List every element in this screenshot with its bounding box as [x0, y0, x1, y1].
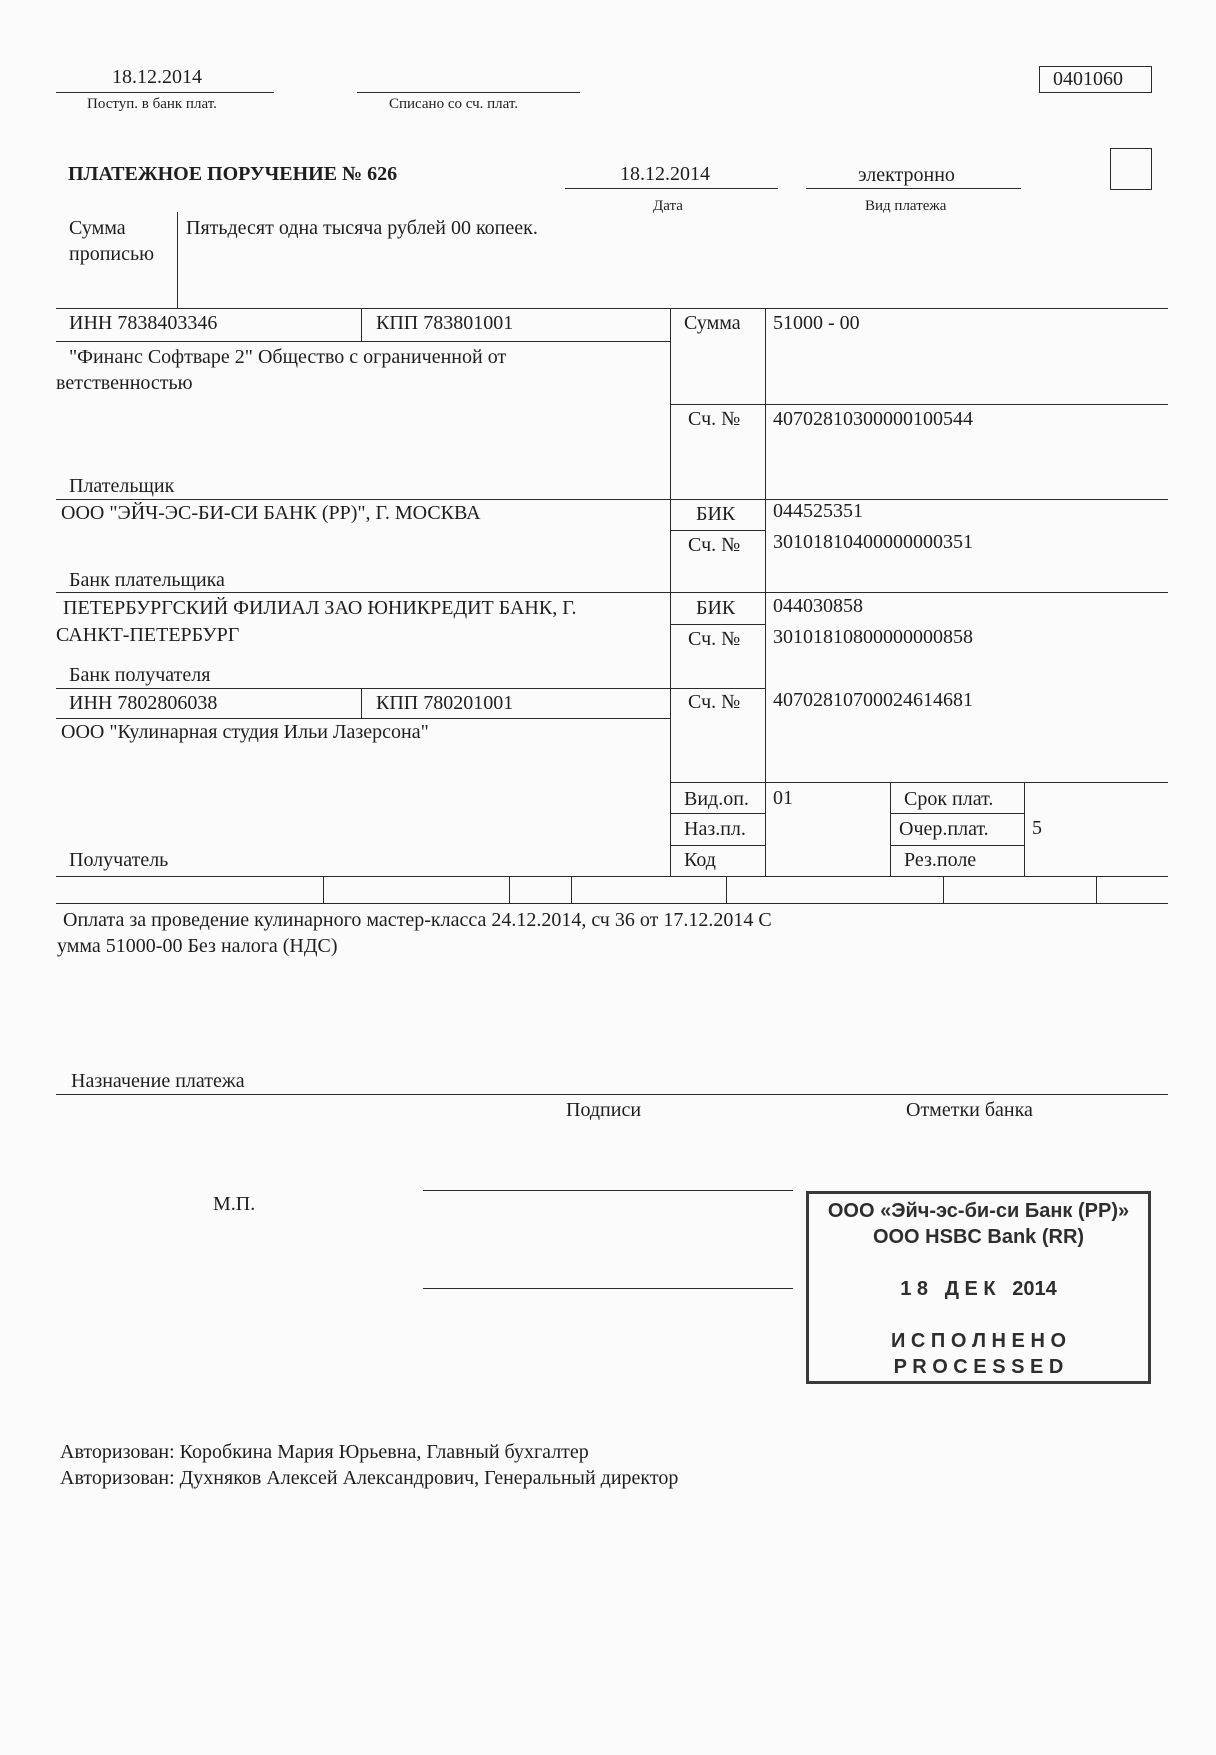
payee-bank-label: Банк получателя — [69, 664, 211, 686]
payer-bank-acc-label: Сч. № — [688, 534, 741, 556]
ocher-label: Очер.плат. — [899, 818, 989, 840]
purpose-line1: Оплата за проведение кулинарного мастер-класса 24.12.2014, сч 36 от 17.12.2014 С — [63, 909, 772, 931]
signature-line-2 — [423, 1288, 793, 1289]
signature-line-1 — [423, 1190, 793, 1191]
amount-label: Сумма — [684, 312, 741, 334]
debited-label: Списано со сч. плат. — [389, 96, 519, 112]
payee-bank-acc-label: Сч. № — [688, 628, 741, 650]
received-label: Поступ. в банк плат. — [87, 96, 217, 112]
form-code: 0401060 — [1053, 68, 1123, 90]
payee-label: Получатель — [69, 849, 169, 871]
payer-inn: ИНН 7838403346 — [69, 312, 218, 334]
document-date-label: Дата — [653, 198, 683, 214]
payee-account-label: Сч. № — [688, 691, 741, 713]
bank-marks-label: Отметки банка — [906, 1099, 1033, 1121]
payee-bank-bik: 044030858 — [773, 595, 863, 617]
payee-bank-name-line1: ПЕТЕРБУРГСКИЙ ФИЛИАЛ ЗАО ЮНИКРЕДИТ БАНК, Г. — [63, 597, 577, 619]
amount-words-label-2: прописью — [69, 243, 155, 265]
payment-type: электронно — [858, 164, 955, 186]
payer-bank-acc: 30101810400000000351 — [773, 531, 973, 553]
payer-kpp: КПП 783801001 — [376, 312, 514, 334]
stamp-bank-name-en: ООО HSBC Bank (RR) — [872, 1226, 1085, 1248]
srok-label: Срок плат. — [904, 788, 994, 810]
stamp-date: 1 8 Д Е К 2014 — [900, 1278, 1057, 1300]
payer-bank-label: Банк плательщика — [69, 569, 225, 591]
authorization-line: Авторизован: Коробкина Мария Юрьевна, Главный бухгалтер — [60, 1441, 589, 1463]
stamp-place-label: М.П. — [213, 1193, 256, 1215]
rez-label: Рез.поле — [904, 849, 977, 871]
empty-checkbox — [1110, 148, 1152, 190]
payer-bank-bik: 044525351 — [773, 500, 863, 522]
payer-name-line2: ветственностью — [56, 372, 193, 394]
payee-kpp: КПП 780201001 — [376, 692, 514, 714]
payment-type-label: Вид платежа — [865, 198, 947, 214]
document-date: 18.12.2014 — [620, 163, 710, 185]
page-title: ПЛАТЕЖНОЕ ПОРУЧЕНИЕ № 626 — [68, 163, 398, 185]
payee-inn: ИНН 7802806038 — [69, 692, 218, 714]
signatures-label: Подписи — [566, 1099, 642, 1121]
ocher-value: 5 — [1032, 817, 1042, 839]
authorization-line: Авторизован: Духняков Алексей Александрович, Генеральный директор — [60, 1467, 679, 1489]
amount-value: 51000 - 00 — [773, 312, 860, 334]
vid-op-value: 01 — [773, 787, 793, 809]
payer-account-label: Сч. № — [688, 408, 741, 430]
purpose-label: Назначение платежа — [71, 1070, 245, 1092]
received-date: 18.12.2014 — [112, 66, 202, 88]
payer-bank-bik-label: БИК — [696, 503, 736, 525]
payee-name: ООО "Кулинарная студия Ильи Лазерсона" — [61, 721, 429, 743]
payer-bank-name: ООО "ЭЙЧ-ЭС-БИ-СИ БАНК (РР)", Г. МОСКВА — [61, 502, 481, 524]
payee-account: 40702810700024614681 — [773, 689, 973, 711]
amount-words-value: Пятьдесят одна тысяча рублей 00 копеек. — [186, 217, 538, 239]
stamp-status-ru: И С П О Л Н Е Н О — [890, 1330, 1067, 1352]
payer-label: Плательщик — [69, 475, 175, 497]
payee-bank-name-line2: САНКТ-ПЕТЕРБУРГ — [56, 624, 240, 646]
kod-label: Код — [684, 849, 716, 871]
bank-stamp — [806, 1191, 1151, 1384]
amount-words-label-1: Сумма — [69, 217, 126, 239]
stamp-bank-name-ru: ООО «Эйч-эс-би-си Банк (РР)» — [827, 1200, 1130, 1222]
payee-bank-bik-label: БИК — [696, 597, 736, 619]
stamp-status-en: P R O C E S S E D — [893, 1356, 1064, 1378]
vid-op-label: Вид.оп. — [684, 788, 749, 810]
payer-account: 40702810300000100544 — [773, 408, 973, 430]
naz-pl-label: Наз.пл. — [684, 818, 746, 840]
payee-bank-acc: 30101810800000000858 — [773, 626, 973, 648]
payer-name-line1: "Финанс Софтваре 2" Общество с ограниченной от — [69, 346, 507, 368]
purpose-line2: умма 51000-00 Без налога (НДС) — [57, 935, 338, 957]
